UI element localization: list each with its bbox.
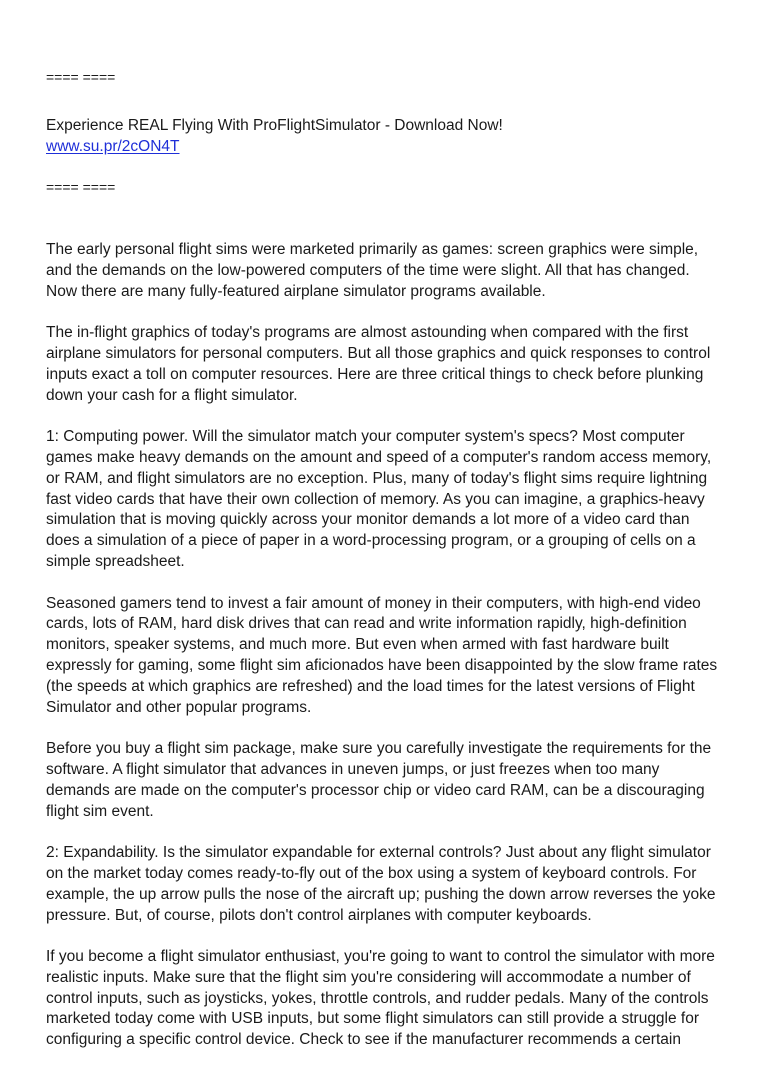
separator-bottom: ==== ==== bbox=[46, 179, 116, 195]
paragraph-line: If you become a flight simulator enthusiast, you're going to want to control the simulator with more bbox=[46, 948, 715, 966]
paragraph-line: expressly for gaming, some flight sim aficionados have been disappointed by the slow frame rates bbox=[46, 656, 718, 674]
paragraph-line: simple spreadsheet. bbox=[46, 552, 185, 570]
paragraph-line: example, the up arrow pulls the nose of the aircraft up; pushing the down arrow reverses the yoke bbox=[46, 885, 716, 903]
paragraph-line: control inputs, such as joysticks, yokes, throttle controls, and rudder pedals. Many of the controls bbox=[46, 989, 709, 1007]
paragraph-line: games make heavy demands on the amount and speed of a computer's random access memory, bbox=[46, 448, 712, 466]
paragraph-line: and the demands on the low-powered computers of the time were slight. All that has changed. bbox=[46, 261, 690, 279]
paragraph-line: inputs exact a toll on computer resources. Here are three critical things to check before plunking bbox=[46, 365, 704, 383]
paragraph-line: (the speeds at which graphics are refreshed) and the load times for the latest versions of Flight bbox=[46, 677, 695, 695]
article-paragraph bbox=[46, 843, 736, 926]
article-paragraph bbox=[46, 427, 736, 573]
promo-link-line bbox=[46, 136, 736, 157]
article-paragraph bbox=[46, 947, 736, 1051]
paragraph-line: configuring a specific control device. Check to see if the manufacturer recommends a certain bbox=[46, 1031, 681, 1049]
paragraph-line: does a simulation of a piece of paper in a word-processing program, or a grouping of cells on a bbox=[46, 532, 696, 550]
article-paragraph bbox=[46, 240, 736, 302]
paragraph-line: The in-flight graphics of today's programs are almost astounding when compared with the first bbox=[46, 324, 689, 342]
paragraph-line: realistic inputs. Make sure that the flight sim you're considering will accommodate a number of bbox=[46, 968, 691, 986]
article-paragraph bbox=[46, 323, 736, 406]
separator-top: ==== ==== bbox=[46, 69, 116, 85]
paragraph-line: fast video cards that have their own collection of memory. As you can imagine, a graphics-heavy bbox=[46, 490, 705, 508]
paragraph-line: marketed today come with USB inputs, but some flight simulators can still provide a struggle for bbox=[46, 1010, 700, 1028]
paragraph-line: flight sim event. bbox=[46, 802, 154, 820]
paragraph-line: Simulator and other popular programs. bbox=[46, 698, 312, 716]
paragraph-line: 2: Expandability. Is the simulator expandable for external controls? Just about any flight simulator bbox=[46, 844, 711, 862]
article-paragraph bbox=[46, 594, 736, 719]
paragraph-line: simulation that is moving quickly across your monitor demands a lot more of a video card than bbox=[46, 511, 690, 529]
paragraph-line: pressure. But, of course, pilots don't control airplanes with computer keyboards. bbox=[46, 906, 592, 924]
promo-link[interactable]: www.su.pr/2cON4T bbox=[46, 138, 180, 155]
paragraph-line: software. A flight simulator that advances in uneven jumps, or just freezes when too many bbox=[46, 760, 660, 778]
paragraph-line: monitors, speaker systems, and much more. But even when armed with fast hardware built bbox=[46, 636, 669, 654]
paragraph-line: or RAM, and flight simulators are no exception. Plus, many of today's flight sims require lightning bbox=[46, 469, 708, 487]
article-body bbox=[46, 240, 736, 1051]
paragraph-line: down your cash for a flight simulator. bbox=[46, 386, 298, 404]
paragraph-line: demands are made on the computer's processor chip or video card RAM, can be a discouraging bbox=[46, 781, 705, 799]
paragraph-line: on the market today comes ready-to-fly out of the box using a system of keyboard controls. For bbox=[46, 864, 697, 882]
paragraph-line: cards, lots of RAM, hard disk drives that can read and write information rapidly, high-definition bbox=[46, 615, 687, 633]
paragraph-line: The early personal flight sims were marketed primarily as games: screen graphics were simple, bbox=[46, 241, 699, 258]
document-page bbox=[46, 0, 736, 1072]
paragraph-line: Before you buy a flight sim package, make sure you carefully investigate the requirements for the bbox=[46, 740, 712, 758]
article-paragraph bbox=[46, 739, 736, 822]
paragraph-line: Seasoned gamers tend to invest a fair amount of money in their computers, with high-end video bbox=[46, 594, 701, 612]
paragraph-line: 1: Computing power. Will the simulator match your computer system's specs? Most computer bbox=[46, 428, 685, 446]
promo-title: Experience REAL Flying With ProFlightSimulator - Download Now! bbox=[46, 117, 503, 134]
paragraph-line: Now there are many fully-featured airplane simulator programs available. bbox=[46, 282, 546, 300]
paragraph-line: airplane simulators for personal computers. But all those graphics and quick responses to control bbox=[46, 344, 711, 362]
